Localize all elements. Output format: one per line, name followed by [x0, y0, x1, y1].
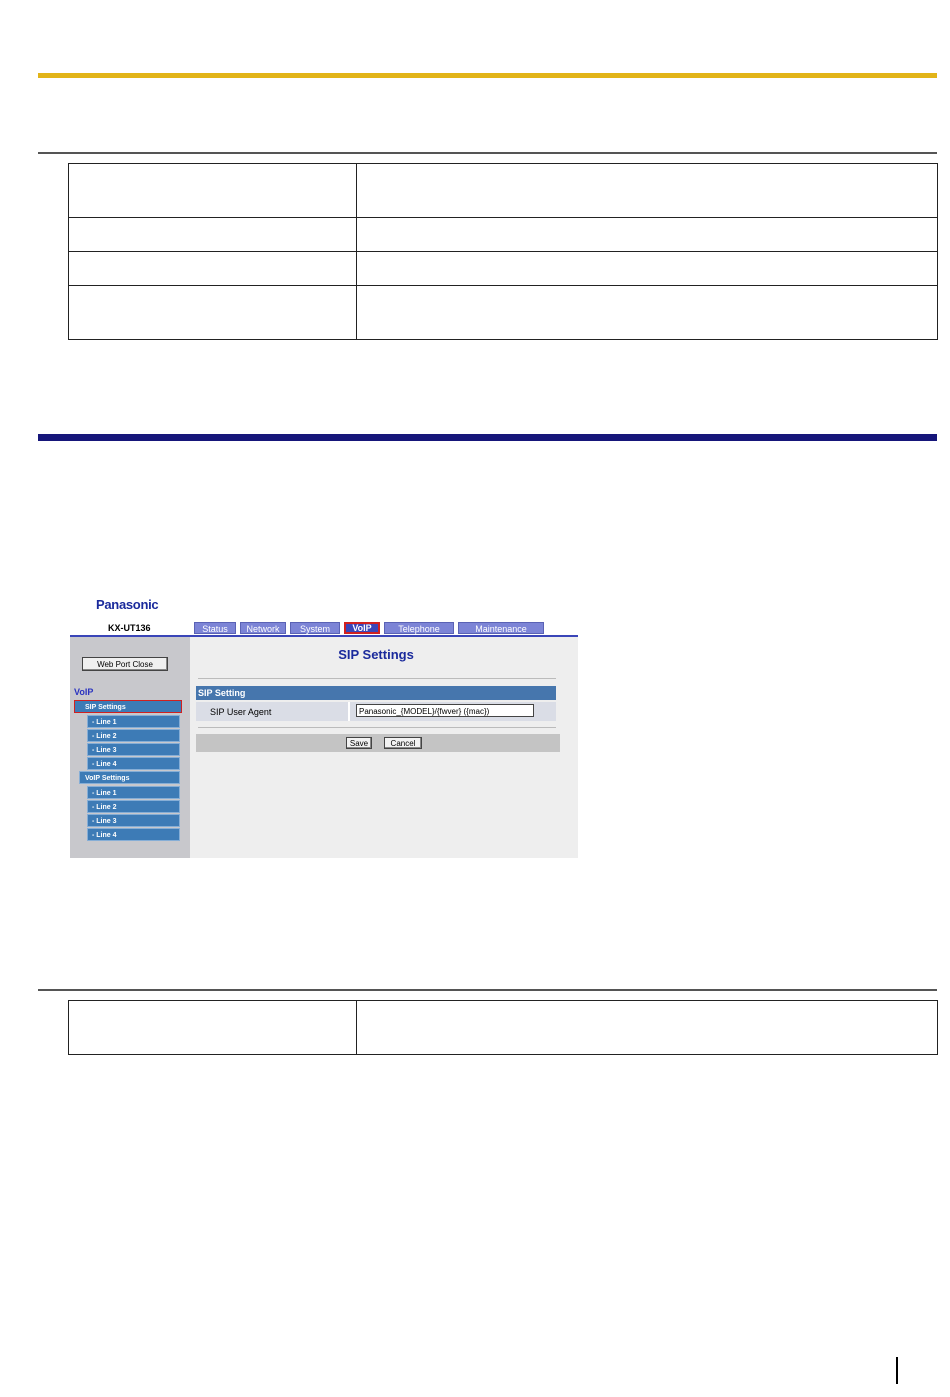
- sidebar-group-voip[interactable]: VoIP: [74, 687, 94, 697]
- save-button[interactable]: Save: [346, 737, 372, 749]
- sidebar-item-sip-line-2[interactable]: - Line 2: [87, 729, 180, 742]
- section-bar: [38, 434, 937, 441]
- tab-voip[interactable]: VoIP: [344, 622, 380, 634]
- tab-maintenance[interactable]: Maintenance: [458, 622, 544, 634]
- sidebar-item-voip-line-4[interactable]: - Line 4: [87, 828, 180, 841]
- cancel-button[interactable]: Cancel: [384, 737, 422, 749]
- spec-table-2: [68, 1000, 938, 1055]
- web-port-close-button[interactable]: Web Port Close: [82, 657, 168, 671]
- sip-user-agent-row: [196, 702, 556, 721]
- section-header: SIP Setting: [196, 686, 556, 700]
- sip-user-agent-label: SIP User Agent: [210, 707, 272, 717]
- sidebar-item-voip-line-2[interactable]: - Line 2: [87, 800, 180, 813]
- sidebar-item-voip-line-1[interactable]: - Line 1: [87, 786, 180, 799]
- brand-logo: Panasonic: [96, 597, 159, 612]
- sip-user-agent-input[interactable]: Panasonic_{MODEL}/{fwver} ({mac}): [356, 704, 534, 717]
- divider: [198, 678, 556, 679]
- sidebar-item-voip-settings[interactable]: VoIP Settings: [79, 771, 180, 784]
- page-title: SIP Settings: [338, 647, 414, 662]
- sidebar: [70, 637, 190, 858]
- divider: [348, 702, 350, 721]
- table-row: [69, 164, 938, 218]
- table-row: [69, 286, 938, 340]
- tab-network[interactable]: Network: [240, 622, 286, 634]
- sidebar-item-sip-line-1[interactable]: - Line 1: [87, 715, 180, 728]
- sidebar-item-sip-settings[interactable]: SIP Settings: [74, 700, 182, 713]
- table-row: [69, 1001, 938, 1055]
- tab-system[interactable]: System: [290, 622, 340, 634]
- nav-tabs: [194, 622, 544, 635]
- table-row: [69, 252, 938, 286]
- table-top-rule: [38, 152, 937, 154]
- divider: [198, 727, 556, 728]
- spec-table-1: [68, 163, 938, 340]
- top-accent-rule: [38, 73, 937, 78]
- model-name: KX-UT136: [108, 623, 151, 633]
- web-ui-screenshot: [70, 596, 578, 858]
- sidebar-item-sip-line-3[interactable]: - Line 3: [87, 743, 180, 756]
- action-bar: [196, 734, 560, 752]
- table-row: [69, 218, 938, 252]
- page-number-mark: [896, 1357, 898, 1384]
- table-top-rule: [38, 989, 937, 991]
- main-panel: [190, 637, 578, 858]
- tab-telephone[interactable]: Telephone: [384, 622, 454, 634]
- sidebar-item-voip-line-3[interactable]: - Line 3: [87, 814, 180, 827]
- tab-status[interactable]: Status: [194, 622, 236, 634]
- sidebar-item-sip-line-4[interactable]: - Line 4: [87, 757, 180, 770]
